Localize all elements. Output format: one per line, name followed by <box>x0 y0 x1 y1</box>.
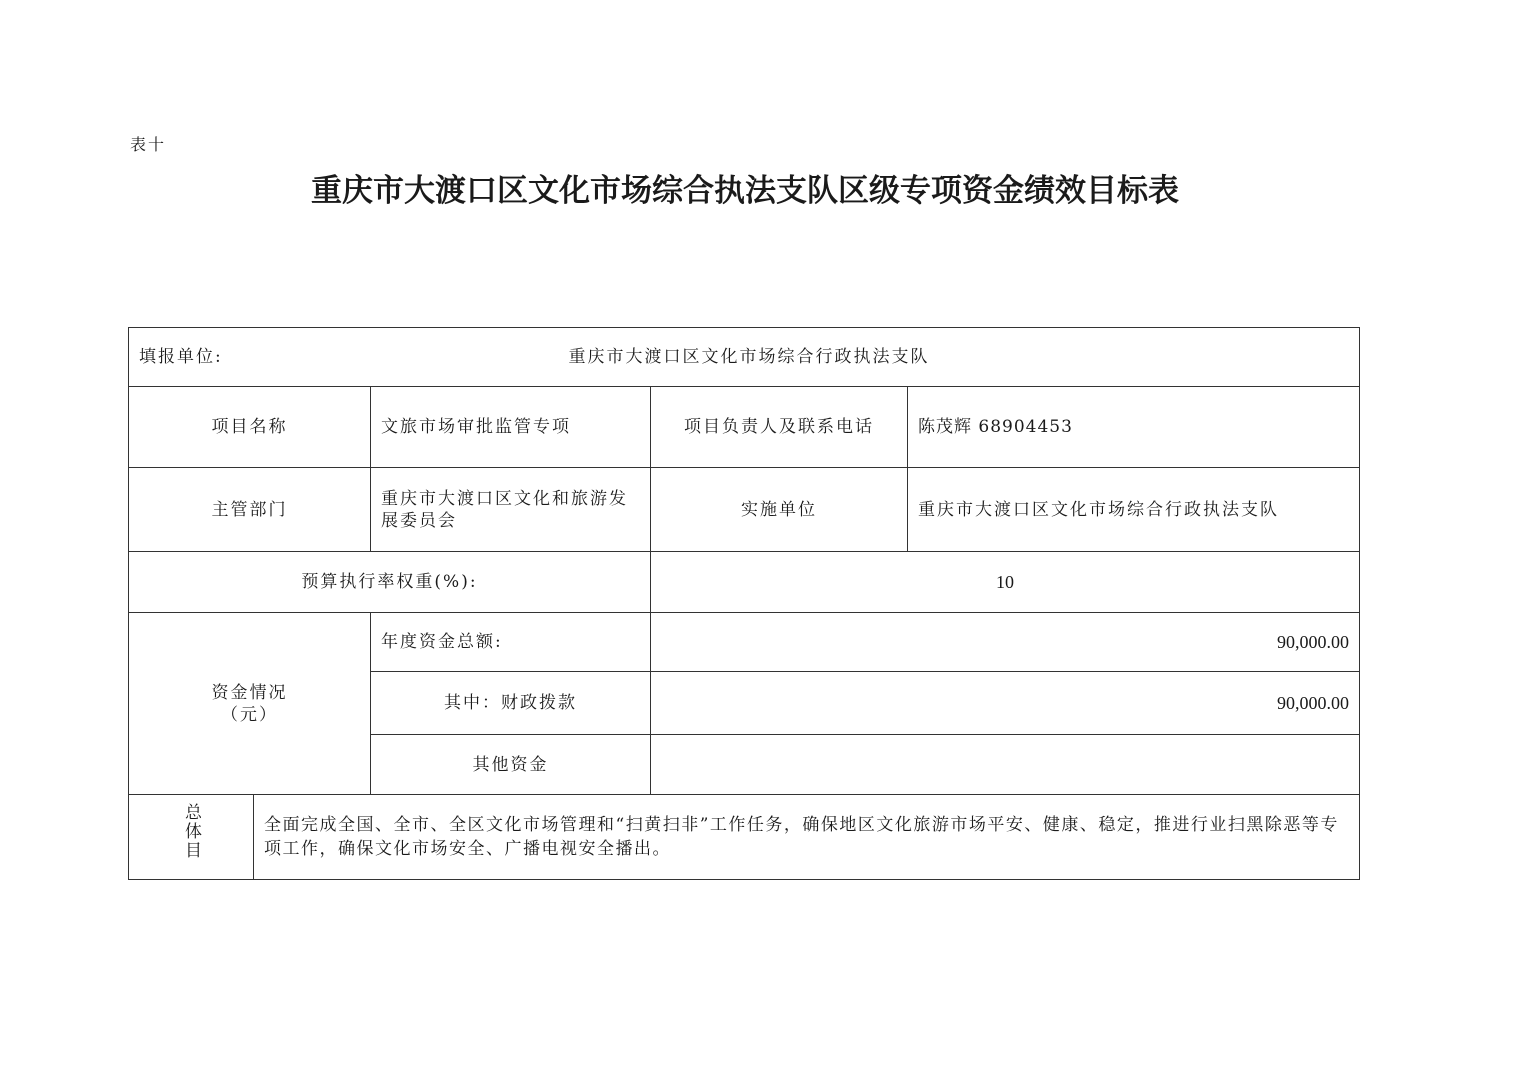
project-contact-label: 项目负责人及联系电话 <box>651 387 908 468</box>
project-name-label: 项目名称 <box>129 387 371 468</box>
department-label: 主管部门 <box>129 468 371 552</box>
implementer-value: 重庆市大渡口区文化市场综合行政执法支队 <box>908 468 1359 552</box>
page-title: 重庆市大渡口区文化市场综合执法支队区级专项资金绩效目标表 <box>311 173 1179 209</box>
implementer-label: 实施单位 <box>651 468 908 552</box>
fiscal-allocation-label: 其中：财政拨款 <box>371 672 651 735</box>
department-value: 重庆市大渡口区文化和旅游发展委员会 <box>371 468 651 552</box>
project-contact-value: 陈茂辉 68904453 <box>908 387 1359 468</box>
project-name-value: 文旅市场审批监管专项 <box>371 387 651 468</box>
budget-weight-label: 预算执行率权重(%): <box>129 552 651 613</box>
overall-goal-value: 全面完成全国、全市、全区文化市场管理和“扫黄扫非”工作任务，确保地区文化旅游市场平安、健康、稳定，推进行业扫黑除恶等专项工作，确保文化市场安全、广播电视安全播出。 <box>264 815 1339 859</box>
reporting-unit-value: 重庆市大渡口区文化市场综合行政执法支队 <box>129 328 1359 387</box>
annual-total-value: 90,000.00 <box>651 613 1359 672</box>
fiscal-allocation-value: 90,000.00 <box>651 672 1359 735</box>
overall-goal-label-cell <box>129 795 254 879</box>
funds-label: 资金情况 （元） <box>129 613 371 795</box>
other-funds-label: 其他资金 <box>371 735 651 795</box>
performance-target-table <box>128 327 1360 880</box>
form-number: 表十 <box>130 135 167 154</box>
other-funds-value <box>651 735 1359 795</box>
reporting-unit-label: 填报单位: <box>129 328 399 387</box>
annual-total-label: 年度资金总额: <box>371 613 651 672</box>
overall-goal-label: 总体目 <box>181 803 201 860</box>
budget-weight-value: 10 <box>651 552 1359 613</box>
